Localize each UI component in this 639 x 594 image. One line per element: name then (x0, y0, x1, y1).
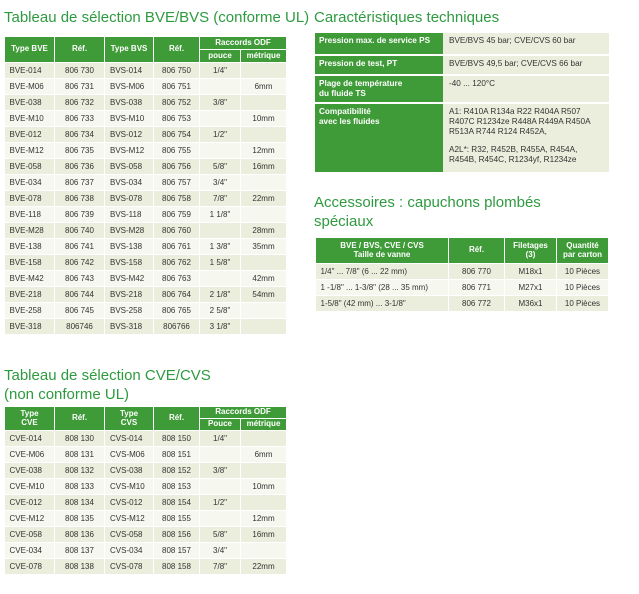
cell-pouce (200, 143, 241, 159)
cell-ref: 806 736 (55, 159, 105, 175)
characteristics-row (315, 55, 609, 75)
cell-type-cve: CVE-M12 (5, 511, 55, 527)
cell-ref: 806 760 (154, 223, 200, 239)
header-metrique: métrique (241, 419, 287, 431)
header-pouce: Pouce (200, 419, 241, 431)
cell-metrique: 16mm (241, 527, 287, 543)
cell-type-bvs: BVS-138 (105, 239, 154, 255)
header-type-cve-line2: CVE (21, 417, 38, 427)
cell-type-cve: CVE-038 (5, 463, 55, 479)
cell-type-bve: BVE-M06 (5, 79, 55, 95)
header-type-bvs: Type BVS (105, 37, 154, 63)
cell-ref: 806766 (154, 319, 200, 335)
cell-type-cvs: CVS-078 (105, 559, 154, 575)
cell-ref: 808 130 (55, 431, 105, 447)
cell-type-bvs: BVS-038 (105, 95, 154, 111)
cell-metrique (241, 319, 287, 335)
header-type-cvs-line1: Type (119, 408, 139, 418)
characteristic-value (443, 75, 609, 103)
header-pouce: pouce (200, 50, 241, 63)
cell-type-bve: BVE-M42 (5, 271, 55, 287)
cve-title-line1: Tableau de sélection CVE/CVS (4, 367, 211, 384)
cell-ref: 806 737 (55, 175, 105, 191)
cell-ref: 806 732 (55, 95, 105, 111)
cell-pouce: 1 3/8" (200, 239, 241, 255)
cell-quantity: 10 Pièces (557, 296, 609, 312)
header-threads-line2: (3) (525, 249, 536, 259)
table-row (5, 79, 287, 95)
cell-ref: 806 744 (55, 287, 105, 303)
table-row (5, 287, 287, 303)
cell-type-bve: BVE-118 (5, 207, 55, 223)
cve-table-title (4, 366, 211, 404)
cell-pouce: 2 1/8" (200, 287, 241, 303)
cell-pouce: 1/2" (200, 127, 241, 143)
header-valve-size-line2: Taille de vanne (353, 249, 411, 259)
cell-ref: 806 762 (154, 255, 200, 271)
cell-ref: 808 137 (55, 543, 105, 559)
cell-pouce: 1 1/8" (200, 207, 241, 223)
cell-metrique (241, 303, 287, 319)
cell-ref: 808 132 (55, 463, 105, 479)
cell-type-cvs: CVS-M06 (105, 447, 154, 463)
characteristics-row (315, 75, 609, 103)
bve-table-body (5, 63, 287, 335)
header-quantity-line2: par carton (562, 249, 603, 259)
cell-type-bvs: BVS-318 (105, 319, 154, 335)
characteristic-value-line: A2L*: R32, R452B, R455A, R454A, R454B, R454C, R1234yf, R1234ze (449, 145, 578, 164)
bve-bvs-table (4, 36, 287, 335)
cell-pouce (200, 111, 241, 127)
cell-metrique: 6mm (241, 447, 287, 463)
cell-type-bve: BVE-M12 (5, 143, 55, 159)
characteristics-title: Caractéristiques techniques (314, 9, 500, 26)
cell-type-bvs: BVS-012 (105, 127, 154, 143)
table-row (5, 495, 287, 511)
cell-type-bve: BVE-M10 (5, 111, 55, 127)
cell-type-cvs: CVS-034 (105, 543, 154, 559)
header-type-cve-line1: Type (20, 408, 39, 418)
cell-ref: 808 138 (55, 559, 105, 575)
cell-pouce: 3/8" (200, 95, 241, 111)
cell-ref: 806746 (55, 319, 105, 335)
cell-type-bve: BVE-078 (5, 191, 55, 207)
cve-title-line2: (non conforme UL) (4, 386, 130, 403)
cve-table-body (5, 431, 287, 575)
cell-ref: 806 742 (55, 255, 105, 271)
characteristic-label-line: Pression de test, PT (319, 59, 398, 68)
accessories-body (316, 264, 609, 312)
cell-metrique: 10mm (241, 111, 287, 127)
table-row (5, 447, 287, 463)
characteristics-row (315, 33, 609, 55)
cell-ref: 808 151 (154, 447, 200, 463)
cell-type-bve: BVE-158 (5, 255, 55, 271)
cell-type-cve: CVE-034 (5, 543, 55, 559)
characteristics-row (315, 103, 609, 173)
cell-metrique (241, 543, 287, 559)
header-valve-size (316, 238, 449, 264)
cell-type-bve: BVE-218 (5, 287, 55, 303)
cell-ref: 806 743 (55, 271, 105, 287)
cell-pouce: 3/4" (200, 175, 241, 191)
table-row (316, 296, 609, 312)
cell-metrique (241, 175, 287, 191)
cell-ref: 806 757 (154, 175, 200, 191)
cell-ref: 806 739 (55, 207, 105, 223)
cell-ref: 806 745 (55, 303, 105, 319)
cell-ref: 806 740 (55, 223, 105, 239)
characteristic-label (315, 75, 443, 103)
header-type-cvs (105, 407, 154, 431)
cell-pouce: 1/2" (200, 495, 241, 511)
cell-pouce (200, 479, 241, 495)
header-ref: Réf. (154, 37, 200, 63)
cell-metrique (241, 255, 287, 271)
cell-ref: 806 753 (154, 111, 200, 127)
cell-pouce (200, 271, 241, 287)
table-row (5, 191, 287, 207)
table-row (5, 95, 287, 111)
cell-type-cvs: CVS-M10 (105, 479, 154, 495)
cell-ref: 808 157 (154, 543, 200, 559)
table-row (5, 175, 287, 191)
cell-thread: M36x1 (505, 296, 557, 312)
cell-ref: 806 733 (55, 111, 105, 127)
table-row (5, 223, 287, 239)
table-row (5, 143, 287, 159)
cell-type-bvs: BVS-218 (105, 287, 154, 303)
header-ref: Réf. (55, 37, 105, 63)
cell-pouce: 1/4" (200, 63, 241, 79)
cell-ref: 808 150 (154, 431, 200, 447)
cell-type-cve: CVE-012 (5, 495, 55, 511)
cell-type-bvs: BVS-M10 (105, 111, 154, 127)
cell-ref: 806 741 (55, 239, 105, 255)
characteristic-value-line: BVE/BVS 45 bar; CVE/CVS 60 bar (449, 36, 576, 45)
cell-ref: 808 135 (55, 511, 105, 527)
cell-ref: 806 754 (154, 127, 200, 143)
cell-type-bvs: BVS-M28 (105, 223, 154, 239)
cell-type-bvs: BVS-034 (105, 175, 154, 191)
cell-valve-size: 1/4" ... 7/8" (6 ... 22 mm) (316, 264, 449, 280)
header-type-bve: Type BVE (5, 37, 55, 63)
cell-metrique (241, 463, 287, 479)
cell-ref: 806 759 (154, 207, 200, 223)
cell-ref: 806 765 (154, 303, 200, 319)
cell-pouce: 1/4" (200, 431, 241, 447)
cell-type-cve: CVE-M06 (5, 447, 55, 463)
cell-metrique (241, 127, 287, 143)
cell-ref: 806 734 (55, 127, 105, 143)
cell-pouce (200, 511, 241, 527)
accessories-title-line2: spéciaux (314, 213, 374, 230)
cell-ref: 806 730 (55, 63, 105, 79)
characteristic-value-line: BVE/BVS 49,5 bar; CVE/CVS 66 bar (449, 59, 583, 68)
header-metrique: métrique (241, 50, 287, 63)
cell-type-cve: CVE-058 (5, 527, 55, 543)
characteristic-label-line: avec les fluides (319, 117, 380, 127)
cell-pouce (200, 223, 241, 239)
cell-ref: 808 158 (154, 559, 200, 575)
cell-pouce: 2 5/8" (200, 303, 241, 319)
cell-type-bve: BVE-038 (5, 95, 55, 111)
cell-valve-size: 1 -1/8" ... 1-3/8" (28 ... 35 mm) (316, 280, 449, 296)
cell-ref: 808 156 (154, 527, 200, 543)
cell-type-bvs: BVS-M06 (105, 79, 154, 95)
cell-pouce: 5/8" (200, 527, 241, 543)
characteristic-label-line: Pression max. de service PS (319, 36, 431, 45)
characteristic-label (315, 33, 443, 55)
header-raccords-odf: Raccords ODF (200, 37, 287, 50)
table-row (5, 559, 287, 575)
cell-type-bvs: BVS-014 (105, 63, 154, 79)
header-quantity (557, 238, 609, 264)
header-ref: Réf. (449, 238, 505, 264)
cell-type-bve: BVE-M28 (5, 223, 55, 239)
cell-type-cve: CVE-014 (5, 431, 55, 447)
cell-ref: 808 131 (55, 447, 105, 463)
cell-pouce: 5/8" (200, 159, 241, 175)
cell-metrique: 12mm (241, 511, 287, 527)
cell-pouce: 3/8" (200, 463, 241, 479)
cell-metrique (241, 63, 287, 79)
characteristics-body (315, 33, 609, 173)
characteristic-value (443, 55, 609, 75)
characteristic-label-line: du fluide TS (319, 89, 366, 99)
cell-metrique: 16mm (241, 159, 287, 175)
cell-type-bvs: BVS-078 (105, 191, 154, 207)
characteristic-value (443, 103, 609, 173)
cell-ref: 806 752 (154, 95, 200, 111)
cell-type-cve: CVE-M10 (5, 479, 55, 495)
cell-type-bvs: BVS-M12 (105, 143, 154, 159)
cell-ref: 806 750 (154, 63, 200, 79)
bve-table-title: Tableau de sélection BVE/BVS (conforme UL) (4, 9, 310, 26)
cell-valve-size: 1-5/8" (42 mm) ... 3-1/8" (316, 296, 449, 312)
cell-ref: 806 731 (55, 79, 105, 95)
cell-ref: 808 136 (55, 527, 105, 543)
cell-ref: 808 152 (154, 463, 200, 479)
cell-metrique: 42mm (241, 271, 287, 287)
characteristic-value-line: -40 ... 120°C (449, 79, 496, 88)
characteristic-label-line: Plage de température (319, 79, 403, 88)
table-row (5, 303, 287, 319)
cell-metrique (241, 95, 287, 111)
cell-ref: 806 761 (154, 239, 200, 255)
cell-pouce: 3/4" (200, 543, 241, 559)
header-valve-size-line1: BVE / BVS, CVE / CVS (340, 240, 424, 250)
table-row (5, 431, 287, 447)
cell-type-bvs: BVS-M42 (105, 271, 154, 287)
table-row (5, 319, 287, 335)
cell-metrique: 22mm (241, 191, 287, 207)
cell-type-bve: BVE-318 (5, 319, 55, 335)
header-raccords-odf: Raccords ODF (200, 407, 287, 419)
cell-metrique (241, 207, 287, 223)
cell-pouce (200, 447, 241, 463)
cell-ref: 808 155 (154, 511, 200, 527)
cell-type-bvs: BVS-118 (105, 207, 154, 223)
header-threads (505, 238, 557, 264)
cell-pouce: 3 1/8" (200, 319, 241, 335)
cell-ref: 808 133 (55, 479, 105, 495)
cell-metrique (241, 431, 287, 447)
header-threads-line1: Filetages (513, 240, 548, 250)
characteristic-label-line: Compatibilité (319, 107, 371, 116)
cell-metrique: 22mm (241, 559, 287, 575)
table-row (5, 543, 287, 559)
accessories-table (315, 237, 609, 312)
table-row (5, 159, 287, 175)
table-row (5, 271, 287, 287)
table-row (316, 264, 609, 280)
cell-thread: M18x1 (505, 264, 557, 280)
cell-pouce: 7/8" (200, 559, 241, 575)
cell-pouce: 1 5/8" (200, 255, 241, 271)
cell-metrique: 10mm (241, 479, 287, 495)
characteristic-value-line: A1: R410A R134a R22 R404A R507 R407C R1234ze R448A R449A R450A R513A R744 R124 R452A, (449, 107, 591, 136)
table-row (316, 280, 609, 296)
cell-type-cvs: CVS-M12 (105, 511, 154, 527)
table-row (5, 511, 287, 527)
cell-ref: 806 771 (449, 280, 505, 296)
table-row (5, 63, 287, 79)
accessories-title-line1: Accessoires : capuchons plombés (314, 194, 541, 211)
cell-type-bve: BVE-058 (5, 159, 55, 175)
characteristic-label (315, 55, 443, 75)
cell-ref: 808 134 (55, 495, 105, 511)
cell-ref: 808 154 (154, 495, 200, 511)
cell-pouce: 7/8" (200, 191, 241, 207)
cell-thread: M27x1 (505, 280, 557, 296)
cell-type-bvs: BVS-158 (105, 255, 154, 271)
cell-metrique: 12mm (241, 143, 287, 159)
cell-type-cvs: CVS-012 (105, 495, 154, 511)
table-row (5, 239, 287, 255)
cell-ref: 806 751 (154, 79, 200, 95)
cell-metrique: 6mm (241, 79, 287, 95)
cell-type-cvs: CVS-058 (105, 527, 154, 543)
cell-ref: 806 772 (449, 296, 505, 312)
header-type-cvs-line2: CVS (120, 417, 138, 427)
cell-metrique: 35mm (241, 239, 287, 255)
cell-ref: 806 735 (55, 143, 105, 159)
table-row (5, 127, 287, 143)
cell-type-bve: BVE-012 (5, 127, 55, 143)
header-ref: Réf. (55, 407, 105, 431)
accessories-title (314, 193, 541, 231)
cell-metrique (241, 495, 287, 511)
table-row (5, 479, 287, 495)
header-quantity-line1: Quantité (566, 240, 599, 250)
cell-ref: 806 758 (154, 191, 200, 207)
header-type-cve (5, 407, 55, 431)
table-row (5, 527, 287, 543)
cell-quantity: 10 Pièces (557, 264, 609, 280)
cell-type-bve: BVE-138 (5, 239, 55, 255)
cell-pouce (200, 79, 241, 95)
cve-cvs-table (4, 406, 287, 575)
cell-metrique: 28mm (241, 223, 287, 239)
cell-ref: 808 153 (154, 479, 200, 495)
cell-type-bve: BVE-014 (5, 63, 55, 79)
table-row (5, 207, 287, 223)
cell-type-bvs: BVS-258 (105, 303, 154, 319)
cell-type-bvs: BVS-058 (105, 159, 154, 175)
cell-type-cve: CVE-078 (5, 559, 55, 575)
cell-ref: 806 764 (154, 287, 200, 303)
cell-type-cvs: CVS-038 (105, 463, 154, 479)
cell-ref: 806 756 (154, 159, 200, 175)
cell-type-cvs: CVS-014 (105, 431, 154, 447)
characteristics-table (315, 33, 609, 174)
cell-quantity: 10 Pièces (557, 280, 609, 296)
header-ref: Réf. (154, 407, 200, 431)
characteristic-label (315, 103, 443, 173)
cell-type-bve: BVE-258 (5, 303, 55, 319)
cell-metrique: 54mm (241, 287, 287, 303)
cell-ref: 806 770 (449, 264, 505, 280)
table-row (5, 463, 287, 479)
cell-ref: 806 755 (154, 143, 200, 159)
cell-type-bve: BVE-034 (5, 175, 55, 191)
cell-ref: 806 738 (55, 191, 105, 207)
cell-ref: 806 763 (154, 271, 200, 287)
table-row (5, 111, 287, 127)
characteristic-value (443, 33, 609, 55)
table-row (5, 255, 287, 271)
